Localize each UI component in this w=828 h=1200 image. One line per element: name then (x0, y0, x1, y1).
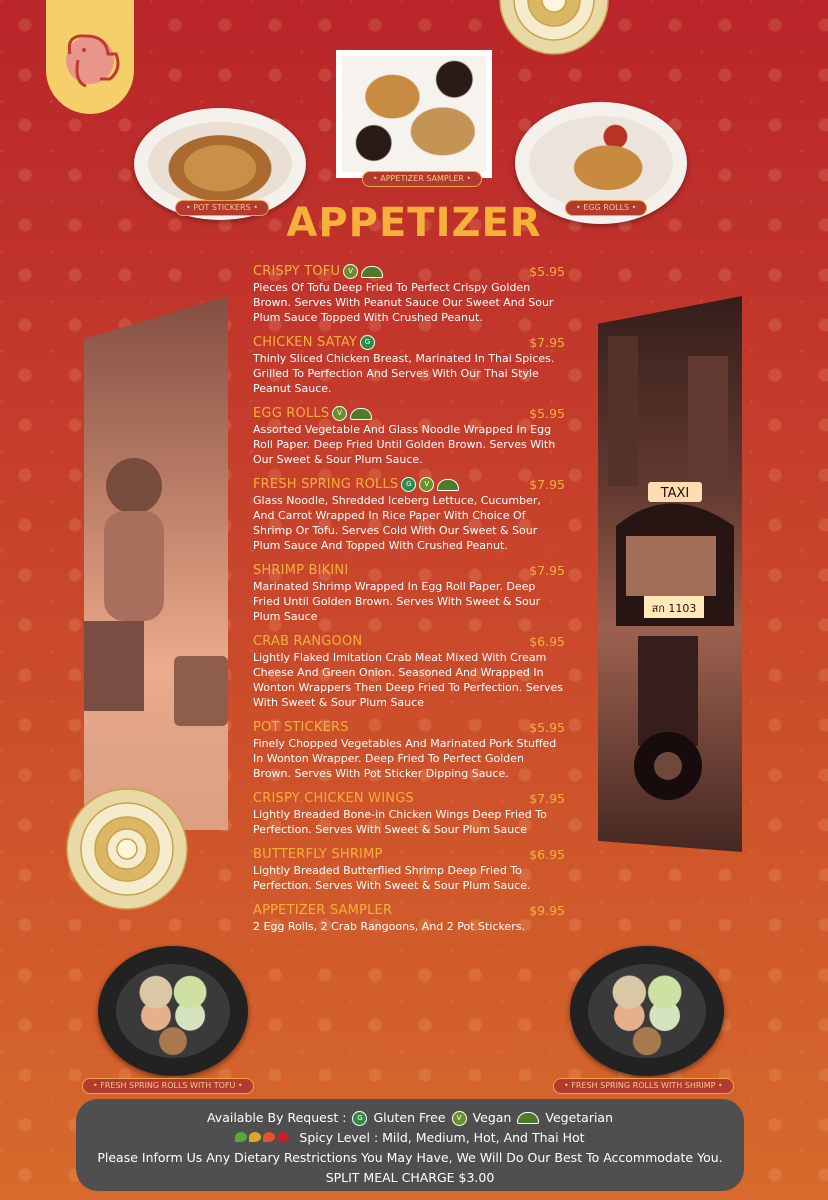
split-meal-charge: SPLIT MEAL CHARGE $3.00 (325, 1170, 495, 1185)
dietary-note: Please Inform Us Any Dietary Restrictions You May Have, We Will Do Our Best To Accommodate You. (97, 1150, 723, 1165)
vegan-icon: V (419, 477, 434, 492)
vegetarian-label: Vegetarian (545, 1110, 614, 1125)
vegan-icon: V (343, 264, 358, 279)
menu-item-price: $9.95 (529, 903, 565, 918)
vegan-label: Vegan (472, 1110, 512, 1125)
taxi-sign-text: TAXI (660, 486, 690, 501)
mandala-ornament-left (64, 786, 190, 912)
spring-rolls-tofu-caption: • FRESH SPRING ROLLS WITH TOFU • (82, 1078, 254, 1094)
menu-item-crab-rangoon (253, 633, 565, 710)
menu-item-price: $7.95 (529, 335, 565, 350)
menu-item-price: $7.95 (529, 477, 565, 492)
menu-item-description: Assorted Vegetable And Glass Noodle Wrapped In Egg Roll Paper. Deep Fried Until Golden Brown. Serves With Our Sweet & Sour Plum Sauce. (253, 423, 556, 466)
appetizer-sampler-photo (336, 50, 492, 178)
child-figure (84, 296, 228, 830)
menu-item-name: CHICKEN SATAY (253, 335, 358, 350)
egg-rolls-caption: • EGG ROLLS • (565, 200, 647, 216)
menu-item-price: $6.95 (529, 847, 565, 862)
spicy-level-row (76, 1128, 744, 1148)
child-river-photo (84, 296, 228, 830)
license-plate-text: สก 1103 (651, 602, 697, 615)
menu-item-name: CRISPY CHICKEN WINGS (253, 791, 414, 806)
menu-item-description: Glass Noodle, Shredded Iceberg Lettuce, Cucumber, And Carrot Wrapped In Rice Paper With Choice Of Shrimp Or Tofu. Serves Cold With Our Sweet & Sour Plum Sauce And Topped With Crushed Peanut. (253, 494, 541, 552)
available-by-request-row (76, 1108, 744, 1128)
vegetarian-icon (517, 1112, 539, 1124)
menu-item-name: FRESH SPRING ROLLS (253, 477, 399, 492)
tuk-tuk-figure (598, 296, 742, 852)
menu-item-description: Pieces Of Tofu Deep Fried To Perfect Crispy Golden Brown. Serves With Peanut Sauce Our Sweet And Sour Plum Sauce Topped With Crushed Peanut. (253, 281, 554, 324)
menu-item-egg-rolls (253, 405, 565, 467)
menu-item-price: $7.95 (529, 791, 565, 806)
spring-rolls-shrimp-photo (570, 946, 724, 1076)
menu-item-price: $5.95 (529, 264, 565, 279)
gluten-free-icon: G (352, 1111, 367, 1126)
menu-item-price: $5.95 (529, 720, 565, 735)
menu-item-name: SHRIMP BIKINI (253, 563, 349, 578)
menu-item-crispy-tofu (253, 263, 565, 325)
menu-item-price: $5.95 (529, 406, 565, 421)
dietary-info-footer (76, 1099, 744, 1191)
chili-icon (263, 1132, 275, 1142)
menu-item-description: Thinly Sliced Chicken Breast, Marinated In Thai Spices. Grilled To Perfection And Serves With Our Thai Style Peanut Sauce. (253, 352, 555, 395)
vegetarian-icon (437, 479, 459, 491)
menu-item-description: 2 Egg Rolls, 2 Crab Rangoons, And 2 Pot Stickers. (253, 920, 525, 933)
menu-item-pot-stickers (253, 719, 565, 781)
spring-rolls-tofu-photo (98, 946, 248, 1076)
menu-item-chicken-satay (253, 334, 565, 396)
available-label: Available By Request : (206, 1110, 347, 1125)
vegan-icon: V (332, 406, 347, 421)
menu-item-crispy-chicken-wings (253, 790, 565, 837)
vegetarian-icon (361, 266, 383, 278)
vegetarian-icon (350, 408, 372, 420)
appetizer-sampler-caption: • APPETIZER SAMPLER • (362, 171, 482, 187)
menu-item-fresh-spring-rolls (253, 476, 565, 553)
menu-item-shrimp-bikini (253, 562, 565, 624)
chili-icon (235, 1132, 247, 1142)
gluten-free-icon: G (360, 335, 375, 350)
menu-item-name: CRAB RANGOON (253, 634, 363, 649)
menu-item-description: Lightly Breaded Bone-in Chicken Wings Deep Fried To Perfection. Serves With Sweet & Sour Plum Sauce (253, 808, 547, 836)
menu-item-appetizer-sampler (253, 902, 565, 934)
mandala-ornament-top (484, 0, 624, 70)
menu-item-price: $7.95 (529, 563, 565, 578)
vegan-icon: V (452, 1111, 467, 1126)
restaurant-logo (46, 0, 134, 114)
menu-item-butterfly-shrimp (253, 846, 565, 893)
appetizer-menu (253, 263, 565, 943)
menu-item-name: POT STICKERS (253, 720, 349, 735)
menu-item-description: Marinated Shrimp Wrapped In Egg Roll Paper. Deep Fried Until Golden Brown. Serves With Sweet & Sour Plum Sauce (253, 580, 541, 623)
gluten-free-label: Gluten Free (373, 1110, 446, 1125)
menu-item-name: CRISPY TOFU (253, 264, 341, 279)
spicy-level-text: Spicy Level : Mild, Medium, Hot, And Thai Hot (299, 1130, 585, 1145)
menu-item-name: BUTTERFLY SHRIMP (253, 847, 383, 862)
chili-icon (249, 1132, 261, 1142)
page-title: APPETIZER (286, 200, 542, 246)
elephant-logo-icon (56, 24, 124, 94)
spring-rolls-shrimp-caption: • FRESH SPRING ROLLS WITH SHRIMP • (553, 1078, 734, 1094)
menu-item-name: EGG ROLLS (253, 406, 330, 421)
menu-item-description: Lightly Flaked Imitation Crab Meat Mixed With Cream Cheese And Green Onion. Seasoned And Wrapped In Wonton Wrappers Then Deep Fried To Perfection. Serves With Sweet & Sour Plum Sauce (253, 651, 563, 709)
tuk-tuk-photo (598, 296, 742, 852)
gluten-free-icon: G (401, 477, 416, 492)
menu-item-price: $6.95 (529, 634, 565, 649)
menu-item-description: Finely Chopped Vegetables And Marinated Pork Stuffed In Wonton Wrapper. Deep Fried To Perfect Golden Brown. Serves With Pot Sticker Dipping Sauce. (253, 737, 557, 780)
menu-item-description: Lightly Breaded Butterflied Shrimp Deep Fried To Perfection. Serves With Sweet & Sour Plum Sauce. (253, 864, 531, 892)
chili-icons (235, 1128, 287, 1148)
menu-item-name: APPETIZER SAMPLER (253, 903, 393, 918)
pot-stickers-caption: • POT STICKERS • (175, 200, 269, 216)
chili-icon (277, 1132, 289, 1142)
